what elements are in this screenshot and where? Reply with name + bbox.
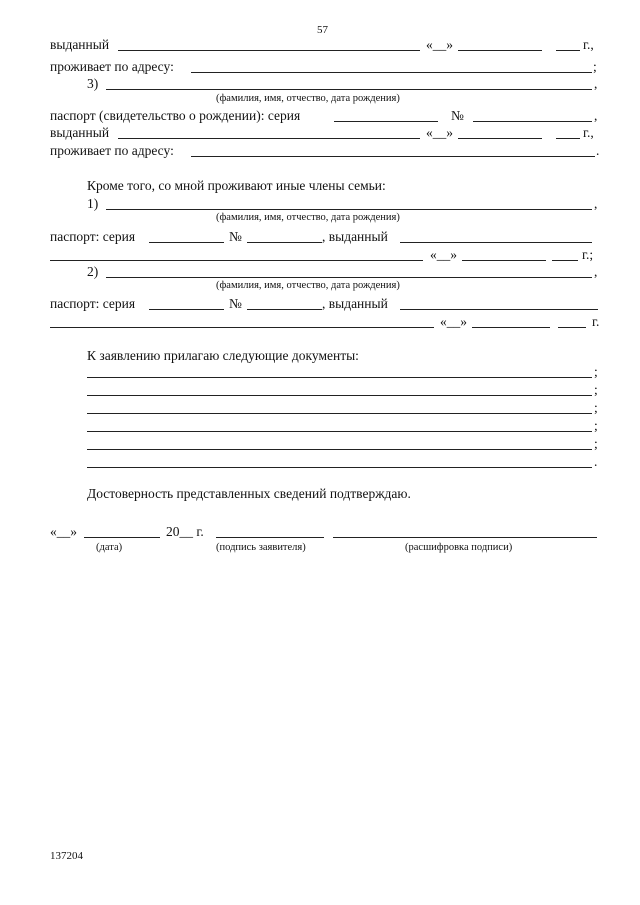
caption-signature: (подпись заявителя) (216, 542, 306, 553)
person3-name-field[interactable] (106, 89, 592, 90)
year-label: г., (583, 125, 594, 140)
issued-label: , выданный (322, 229, 388, 244)
semicolon: ; (594, 400, 598, 415)
passport-series-field[interactable] (149, 309, 224, 310)
semicolon: ; (593, 59, 597, 74)
issued-month-field[interactable] (458, 138, 542, 139)
passport-label: паспорт: серия (50, 296, 136, 311)
date-quote: «__» (50, 524, 77, 539)
issued-label: , выданный (322, 296, 388, 311)
page-number: 57 (317, 24, 328, 36)
caption-fio: (фамилия, имя, отчество, дата рождения) (216, 280, 400, 291)
semicolon: ; (594, 418, 598, 433)
member1-name-field[interactable] (106, 209, 592, 210)
issued-month-field[interactable] (462, 260, 546, 261)
date-quote: «__» (440, 314, 467, 329)
year-label: г.; (582, 247, 594, 262)
signature-month-field[interactable] (84, 537, 160, 538)
docs-intro: К заявлению прилагаю следующие документы: (87, 348, 359, 363)
passport-birth-label: паспорт (свидетельство о рождении): серия (50, 108, 301, 123)
caption-fio: (фамилия, имя, отчество, дата рождения) (216, 212, 400, 223)
passport-label: паспорт: серия (50, 229, 136, 244)
signature-year-label: 20__ г. (166, 524, 204, 539)
comma: , (594, 108, 598, 123)
issued-by-field[interactable] (400, 309, 598, 310)
issued-month-field[interactable] (458, 50, 542, 51)
caption-decode: (расшифровка подписи) (405, 542, 513, 553)
passport-number-field[interactable] (247, 309, 322, 310)
issued-by-field-cont[interactable] (50, 260, 423, 261)
number-sign: № (229, 229, 242, 244)
document-code: 137204 (50, 850, 83, 862)
issued-year-field[interactable] (552, 260, 578, 261)
document-line-6[interactable] (87, 467, 592, 468)
comma: , (594, 76, 598, 91)
address-label: проживает по адресу: (50, 59, 174, 74)
document-line-3[interactable] (87, 413, 592, 414)
date-quote: «__» (430, 247, 457, 262)
passport-series-field[interactable] (334, 121, 438, 122)
confirmation-text: Достоверность представленных сведений подтверждаю. (87, 486, 411, 501)
family-intro: Кроме того, со мной проживают иные члены семьи: (87, 178, 386, 193)
issued-year-field[interactable] (556, 50, 580, 51)
caption-date: (дата) (96, 542, 123, 553)
issued-by-field[interactable] (118, 50, 420, 51)
issued-by-field[interactable] (400, 242, 592, 243)
item-number-1: 1) (87, 196, 99, 211)
member2-name-field[interactable] (106, 277, 592, 278)
period: . (596, 143, 600, 158)
semicolon: ; (594, 364, 598, 379)
caption-fio: (фамилия, имя, отчество, дата рождения) (216, 93, 400, 104)
comma: , (594, 264, 598, 279)
number-sign: № (229, 296, 242, 311)
document-line-1[interactable] (87, 377, 592, 378)
issued-by-field-cont[interactable] (50, 327, 434, 328)
document-line-4[interactable] (87, 431, 592, 432)
address-field[interactable] (191, 72, 592, 73)
issued-label: выданный (50, 125, 110, 140)
document-line-2[interactable] (87, 395, 592, 396)
passport-number-field[interactable] (473, 121, 592, 122)
issued-month-field[interactable] (472, 327, 550, 328)
issued-label: выданный (50, 37, 110, 52)
issued-by-field[interactable] (118, 138, 420, 139)
passport-number-field[interactable] (247, 242, 322, 243)
address-field[interactable] (191, 156, 595, 157)
semicolon: ; (594, 436, 598, 451)
year-label: г., (583, 37, 594, 52)
year-label: г. (592, 314, 600, 329)
date-quote: «__» (426, 37, 453, 52)
semicolon: ; (594, 382, 598, 397)
period: . (594, 454, 598, 469)
signature-field[interactable] (216, 537, 324, 538)
issued-year-field[interactable] (558, 327, 586, 328)
comma: , (594, 196, 598, 211)
item-number-3: 3) (87, 76, 99, 91)
issued-year-field[interactable] (556, 138, 580, 139)
address-label: проживает по адресу: (50, 143, 174, 158)
document-line-5[interactable] (87, 449, 592, 450)
date-quote: «__» (426, 125, 453, 140)
signature-decode-field[interactable] (333, 537, 597, 538)
item-number-2: 2) (87, 264, 99, 279)
number-sign: № (451, 108, 464, 123)
passport-series-field[interactable] (149, 242, 224, 243)
